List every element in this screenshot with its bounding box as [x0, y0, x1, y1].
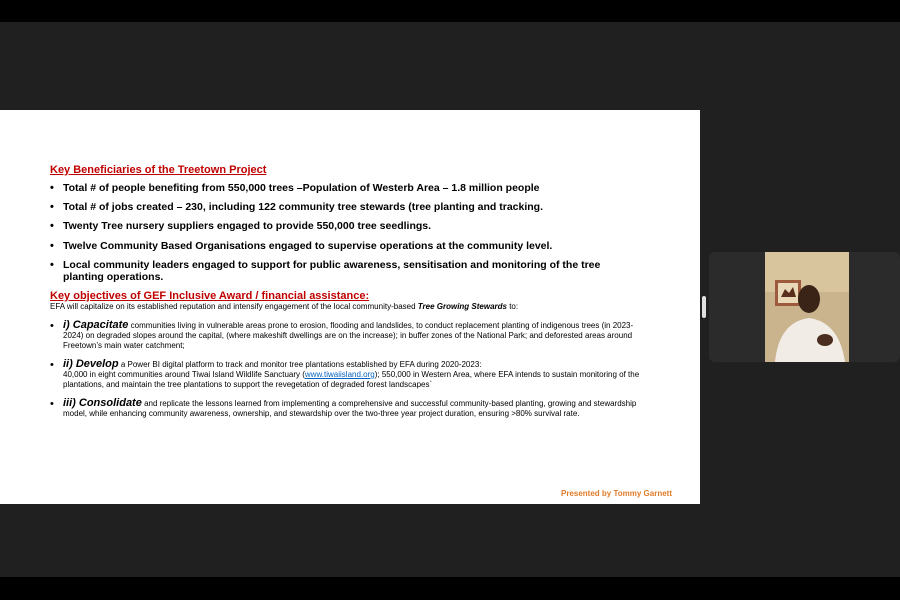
objective-text: communities living in vulnerable areas prone to erosion, flooding and landslides, to conduct replacement planting of indigenous trees (in 2023-2024) on degraded slopes around the capital, (where makeshift dwellings are on the increase); in buffer zones of the National Park; and deforested areas around Freetown’s main water catchment; — [63, 321, 634, 350]
objectives-intro — [50, 302, 670, 312]
list-item — [50, 320, 650, 351]
objective-title: i) Capacitate — [63, 319, 129, 331]
objective-text-line2-end: ); 550,000 in Western Area, where EFA intends to sustain monitoring of the plantations, and maintain the tree plantations to support the revegetation of degraded forest landscapes` — [63, 370, 640, 389]
tiwai-link[interactable]: www.tiwaiisland.org — [304, 370, 375, 379]
intro-end: to: — [506, 302, 519, 311]
shared-slide — [0, 110, 700, 504]
objective-title: iii) Consolidate — [63, 397, 142, 409]
objective-text: a Power BI digital platform to track and monitor tree plantations established by EFA during 2020-2023: — [118, 360, 482, 369]
objective-text: and replicate the lessons learned from implementing a comprehensive and successful community-based planting, growing and stewardship model, while enhancing community awareness, ownership, and stewardship over the two-three year project duration, ensuring >80% survival rate. — [63, 399, 637, 418]
list-item: • Twelve Community Based Organisations engaged to supervise operations at the community level. — [50, 240, 640, 252]
panel-resize-handle[interactable] — [702, 296, 706, 318]
beneficiaries-heading: Key Beneficiaries of the Treetown Project — [50, 164, 267, 176]
presenter-credit: Presented by Tommy Garnett — [561, 489, 672, 498]
list-item: • Total # of jobs created – 230, including 122 community tree stewards (tree planting and tracking. — [50, 201, 640, 213]
objectives-list — [50, 320, 650, 427]
person-video-icon — [765, 252, 849, 362]
list-item — [50, 398, 650, 419]
participant-video[interactable] — [765, 252, 849, 362]
objective-text-line2: 40,000 in eight communities around Tiwai Island Wildlife Sanctuary ( — [63, 370, 305, 379]
list-item: • Twenty Tree nursery suppliers engaged to provide 550,000 tree seedlings. — [50, 220, 640, 232]
list-item: • Total # of people benefiting from 550,000 trees –Population of Westerb Area – 1.8 million people — [50, 182, 640, 194]
objectives-heading: Key objectives of GEF Inclusive Award / financial assistance: — [50, 290, 370, 302]
list-item — [50, 359, 650, 390]
intro-bold: Tree Growing Stewards — [417, 302, 507, 311]
objective-title: ii) Develop — [63, 358, 119, 370]
list-item: • Local community leaders engaged to support for public awareness, sensitisation and monitoring of the tree planting operations. — [50, 259, 640, 283]
intro-text: EFA will capitalize on its established reputation and intensify engagement of the local community-based — [50, 302, 418, 311]
beneficiaries-list — [50, 182, 640, 290]
